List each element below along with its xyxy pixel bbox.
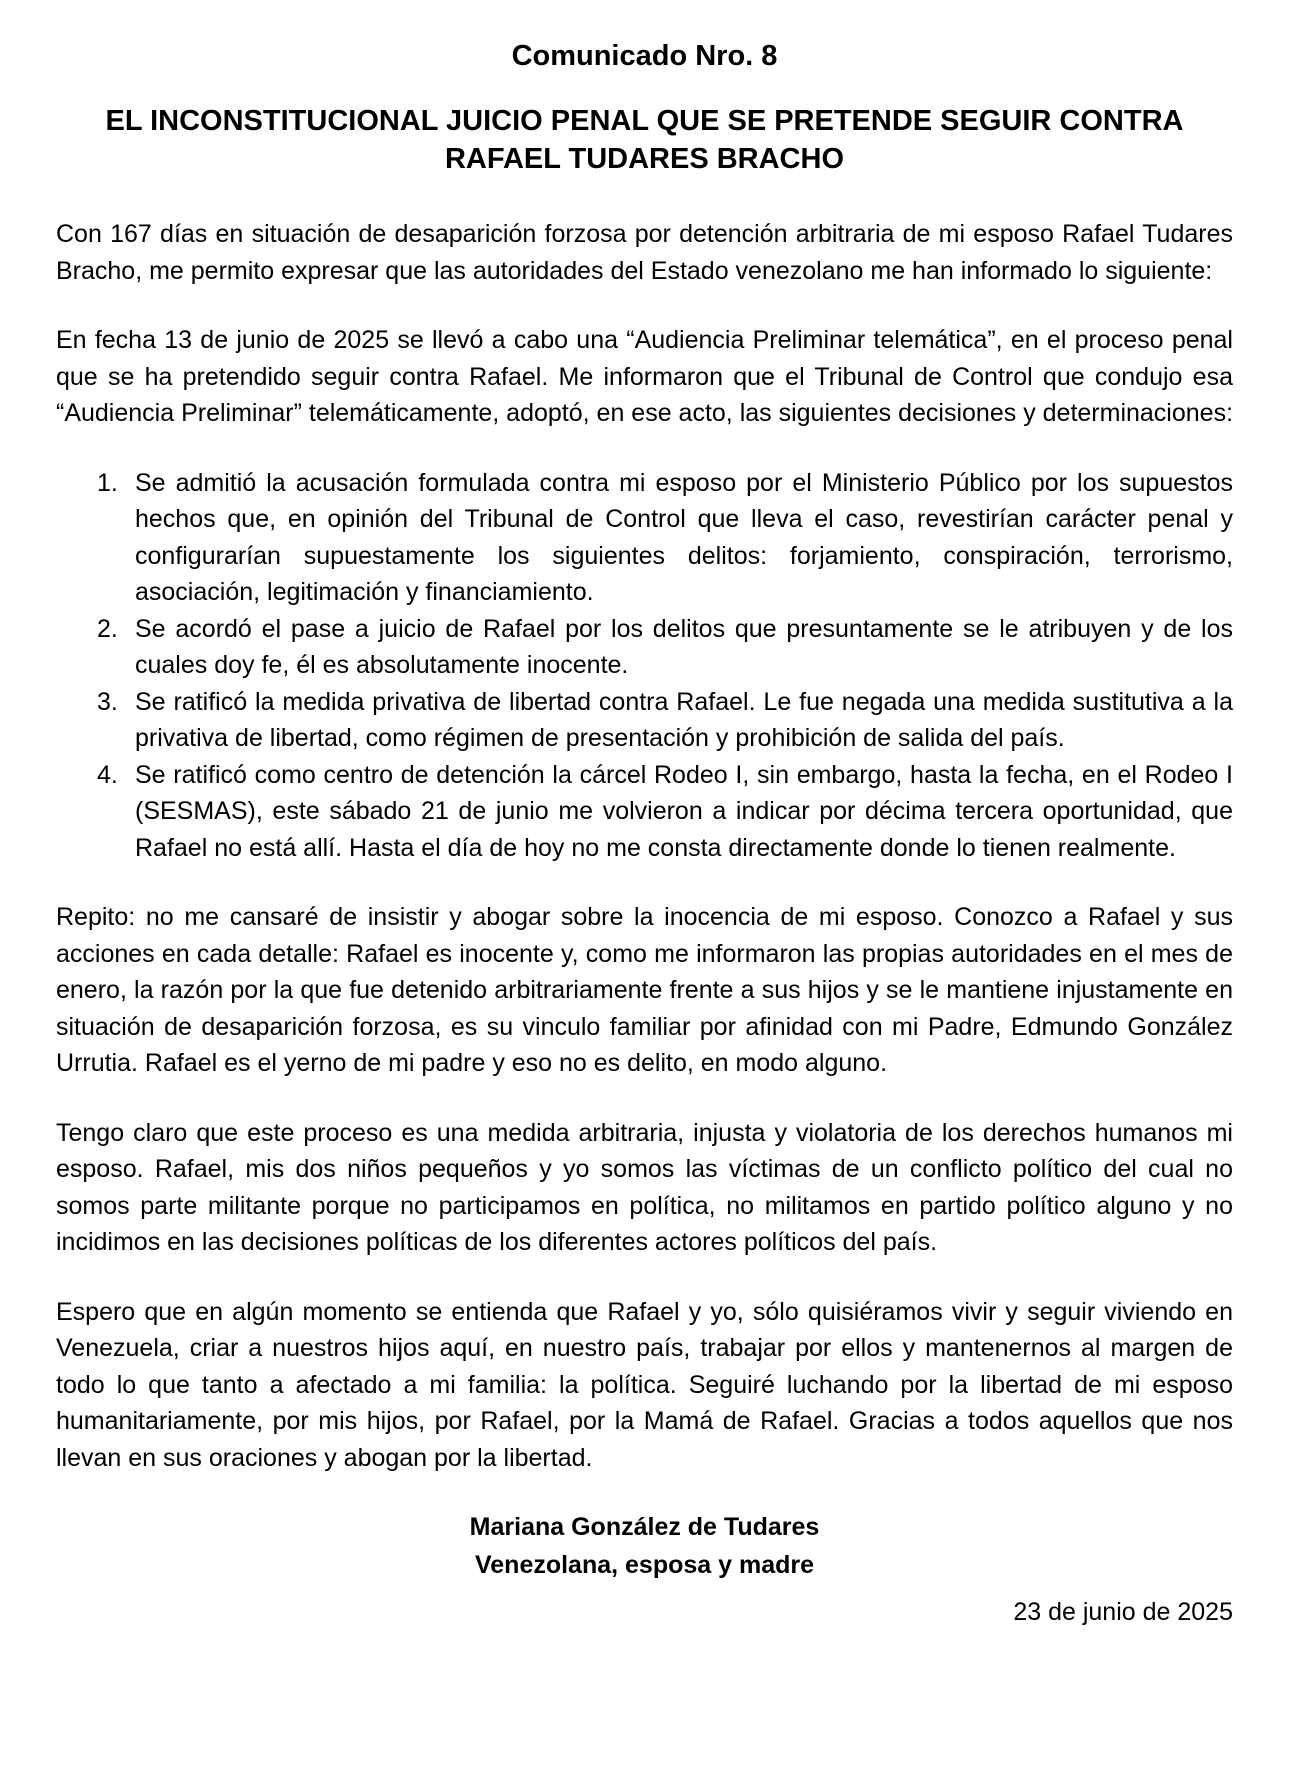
document-date: 23 de junio de 2025 [1013,1598,1233,1626]
list-item-1-number: 1. [97,468,118,497]
list-item-4 [56,757,1233,867]
list-item-4-number: 4. [97,760,118,789]
heading-line-2: RAFAEL TUDARES BRACHO [444,143,845,175]
heading-line-1: EL INCONSTITUCIONAL JUICIO PENAL QUE SE PRETENDE SEGUIR CONTRA [105,105,1184,137]
list-item-2-text: Se acordó el pase a juicio de Rafael por los delitos que presuntamente se le atribuyen y de los cuales doy fe, él es absolutamente inocente. [135,614,1233,679]
list-item-4-text: Se ratificó como centro de detención la cárcel Rodeo I, sin embargo, hasta la fecha, en el Rodeo I (SESMAS), este sábado 21 de junio me volvieron a indicar por décima tercera oportunidad, que Rafael no está allí. Hasta el día de hoy no me consta directamente donde lo tienen realmente. [135,760,1233,862]
list-item-2-number: 2. [97,614,118,643]
document-heading [56,102,1233,178]
list-item-3-number: 3. [97,687,118,716]
list-item-3-text: Se ratificó la medida privativa de libertad contra Rafael. Le fue negada una medida sustitutiva a la privativa de libertad, como régimen de presentación y prohibición de salida del país. [135,687,1233,752]
paragraph-audiencia-preliminar: En fecha 13 de junio de 2025 se llevó a cabo una “Audiencia Preliminar telemática”, en el proceso penal que se ha pretendido seguir contra Rafael. Me informaron que el Tribunal de Control que condujo esa “Audiencia Preliminar” telemáticamente, adoptó, en ese acto, las siguientes decisiones y determinaciones: [56,326,1234,427]
paragraph-tengo-claro: Tengo claro que este proceso es una medida arbitraria, injusta y violatoria de los derechos humanos mi esposo. Rafael, mis dos niños pequeños y yo somos las víctimas de un conflicto político del cual no somos parte militante porque no participamos en política, no militamos en partido político alguno y no incidimos en las decisiones políticas de los diferentes actores políticos del país. [56,1118,1233,1256]
decisions-list [56,465,1233,867]
list-item-1 [56,465,1233,611]
list-item-1-text: Se admitió la acusación formulada contra mi esposo por el Ministerio Público por los supuestos hechos que, en opinión del Tribunal de Control que lleva el caso, revestirían carácter penal y configurarían supuestamente los siguientes delitos: forjamiento, conspiración, terrorismo, asociación, legitimación y financiamiento. [135,468,1233,606]
paragraph-intro: Con 167 días en situación de desaparición forzosa por detención arbitraria de mi esposo Rafael Tudares Bracho, me permito expresar que las autoridades del Estado venezolano me han informado lo siguiente: [56,220,1233,285]
paragraph-repito: Repito: no me cansaré de insistir y abogar sobre la inocencia de mi esposo. Conozco a Rafael y sus acciones en cada detalle: Rafael es inocente y, como me informaron las propias autoridades en el mes de enero, la razón por la que fue detenido arbitrariamente frente a sus hijos y se le mantiene injustamente en situación de desaparición forzosa, es su vinculo familiar por afinidad con mi Padre, Edmundo González Urrutia. Rafael es el yerno de mi padre y eso no es delito, en modo alguno. [56,903,1233,1077]
paragraph-espero: Espero que en algún momento se entienda que Rafael y yo, sólo quisiéramos vivir y seguir viviendo en Venezuela, criar a nuestros hijos aquí, en nuestro país, trabajar por ellos y mantenernos al margen de todo lo que tanto a afectado a mi familia: la política. Seguiré luchando por la libertad de mi esposo humanitariamente, por mis hijos, por Rafael, por la Mamá de Rafael. Gracias a todos aquellos que nos llevan en sus oraciones y abogan por la libertad. [56,1297,1233,1472]
list-item-3 [56,684,1233,757]
signature-name: Mariana González de Tudares [469,1513,820,1541]
document-title: Comunicado Nro. 8 [511,40,778,72]
list-item-2 [56,611,1233,684]
signature-block [56,1508,1233,1584]
signature-role: Venezolana, esposa y madre [474,1551,815,1579]
